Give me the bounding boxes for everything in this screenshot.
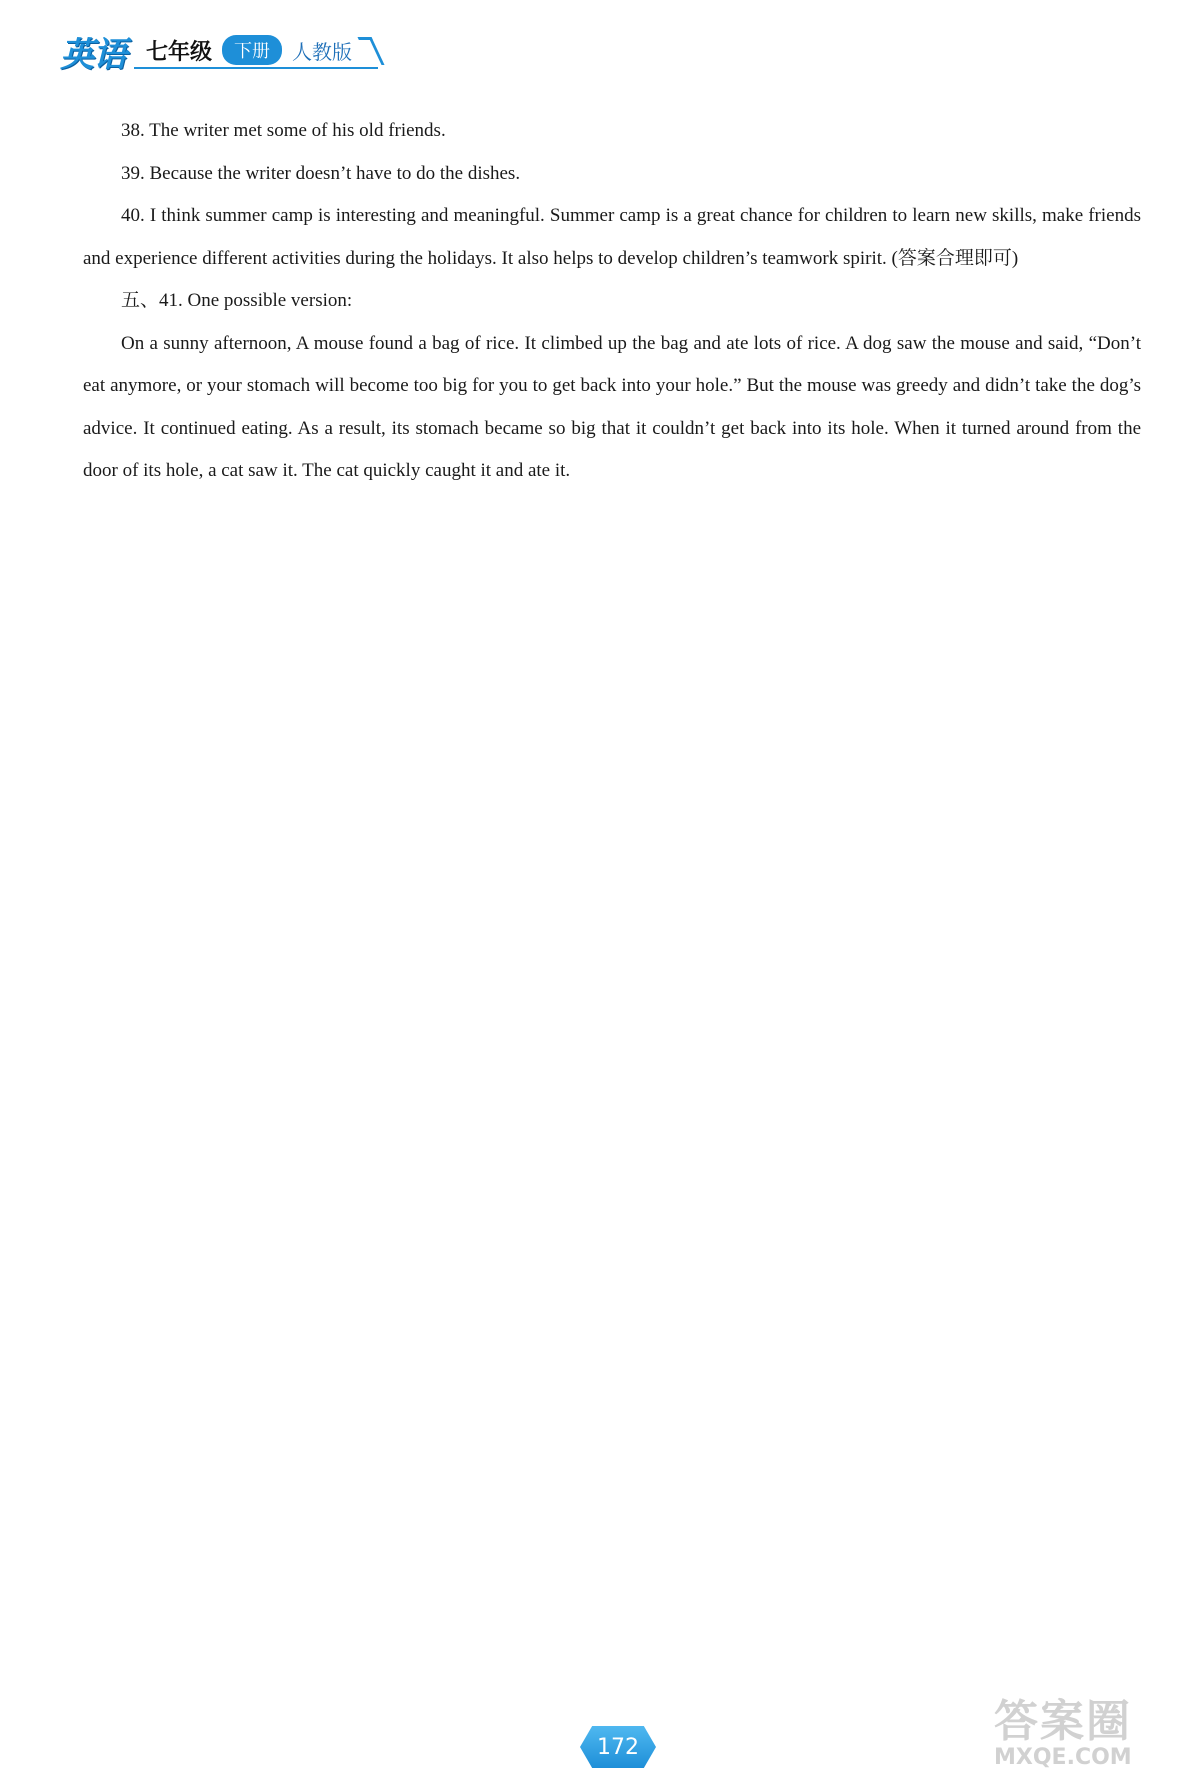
section-five-heading: 五、41. One possible version: xyxy=(121,290,353,311)
watermark xyxy=(994,1698,1156,1778)
edition-label: 人教版 xyxy=(292,39,353,64)
grade-label: 七年级 xyxy=(146,39,213,65)
header-band xyxy=(134,33,378,69)
answer-text xyxy=(83,110,1141,493)
page-header xyxy=(60,28,378,74)
page-number: 172 xyxy=(597,1734,639,1760)
brand-logo: 英语 xyxy=(60,34,126,75)
watermark-brand: 答案圈 xyxy=(994,1696,1132,1747)
sample-essay: On a sunny afternoon, A mouse found a bag of rice. It climbed up the bag and ate lots of rice. A dog saw the mouse and said, “Don’t eat anymore, or your stomach will become too big for you to get back into your hole.” But the mouse was greedy and didn’t take the dog’s advice. It continued eating. As a result, its stomach became so big that it couldn’t get back into its hole. When it turned around from the door of its hole, a cat saw it. The cat quickly caught it and ate it. xyxy=(83,332,1141,481)
page-number-badge xyxy=(580,1726,656,1768)
answer-40: 40. I think summer camp is interesting and meaningful. Summer camp is a great chance for children to learn new skills, make friends and experience different activities during the holidays. It also helps to develop children’s teamwork spirit. (答案合理即可) xyxy=(83,205,1141,269)
answer-38: 38. The writer met some of his old friends. xyxy=(121,120,446,141)
watermark-url: MXQE.COM xyxy=(994,1745,1132,1770)
volume-badge: 下册 xyxy=(222,35,282,65)
answer-39: 39. Because the writer doesn’t have to do the dishes. xyxy=(121,162,521,184)
